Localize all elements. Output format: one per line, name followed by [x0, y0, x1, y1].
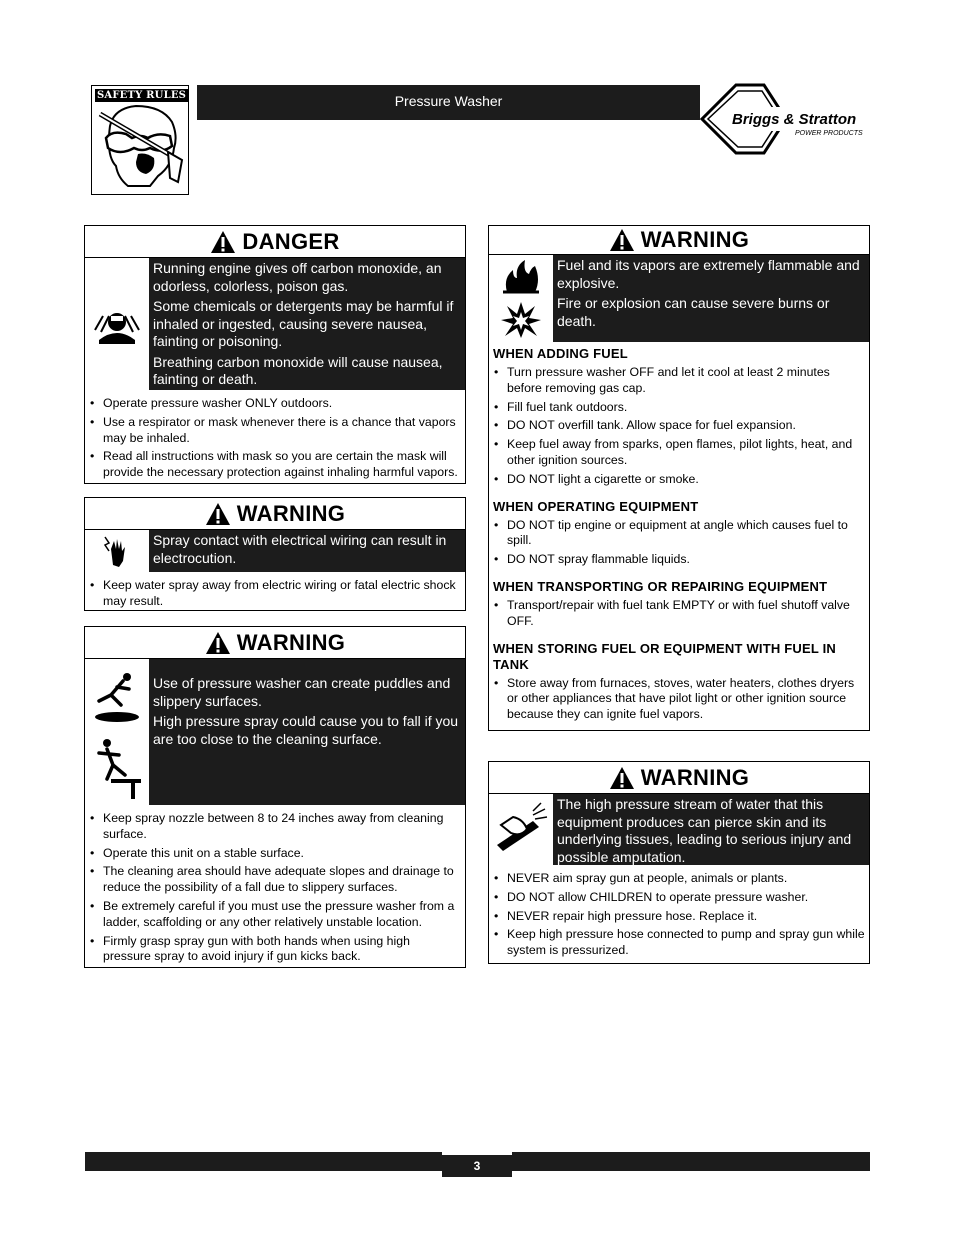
- warning-triangle-icon: [609, 228, 635, 252]
- list-item: • Store away from furnaces, stoves, water heaters, clothes dryers or other appliances that have pilot light or other ignition source because they can ignite fuel vapors.: [507, 676, 865, 723]
- safety-rules-label: SAFETY RULES: [97, 90, 187, 101]
- briggs-stratton-logo-icon: [700, 83, 875, 155]
- warning-fuel-heading: [489, 226, 869, 255]
- warning-injection-bullet-list: [489, 865, 869, 966]
- list-item: • Keep high pressure hose connected to pump and spray gun while system is pressurized.: [507, 927, 865, 959]
- list-item: • DO NOT tip engine or equipment at angle which causes fuel to spill.: [507, 518, 865, 550]
- danger-hazard-panel: [85, 258, 465, 390]
- page-title: Pressure Washer: [394, 93, 503, 109]
- warning-electric-title: WARNING: [236, 500, 346, 526]
- warning-triangle-icon: [205, 631, 231, 655]
- warning-injection-title: WARNING: [640, 764, 750, 790]
- footer-bar-left: [85, 1152, 442, 1171]
- warning-injection-heading: [489, 762, 869, 794]
- warning-fuel-hazard-text-1: Fuel and its vapors are extremely flammable and explosive.: [557, 257, 860, 291]
- brand-subtitle: POWER PRODUCTS: [795, 130, 863, 137]
- list-item: • Keep fuel away from sparks, open flames, pilot lights, heat, and other ignition sources.: [507, 437, 865, 469]
- danger-hazard-text-2: Some chemicals or detergents may be harmful if inhaled or ingested, causing severe nausea, fainting or poisoning.: [153, 298, 454, 349]
- section-heading-storing: WHEN STORING FUEL OR EQUIPMENT WITH FUEL IN TANK: [493, 640, 836, 672]
- list-item: • Operate this unit on a stable surface.: [103, 846, 461, 862]
- list-item: • Transport/repair with fuel tank EMPTY or with fuel shutoff valve OFF.: [507, 598, 865, 630]
- warning-electric-hazard-panel: [85, 530, 465, 572]
- warning-slip-hazard-panel: [85, 659, 465, 805]
- page-number: [442, 1155, 512, 1177]
- warning-slip-box: [84, 626, 466, 968]
- adding-fuel-bullet-list: [489, 362, 869, 495]
- fire-icon: [489, 255, 553, 299]
- list-item: • The cleaning area should have adequate slopes and drainage to reduce the possibility of a fall due to slippery surfaces.: [103, 864, 461, 896]
- transporting-bullet-list: [489, 595, 869, 637]
- brand-name: Briggs & Stratton: [732, 111, 857, 128]
- warning-triangle-icon: [205, 502, 231, 526]
- danger-hazard-text-1: Running engine gives off carbon monoxide, an odorless, colorless, poison gas.: [153, 260, 442, 294]
- danger-co-box: [84, 225, 466, 484]
- goggles-mask-person-icon: [92, 86, 189, 195]
- list-item: • DO NOT spray flammable liquids.: [507, 552, 865, 568]
- danger-title: DANGER: [242, 228, 340, 254]
- warning-slip-heading: [85, 627, 465, 659]
- slip-fall-icon: [85, 659, 149, 732]
- warning-fuel-title: WARNING: [640, 227, 750, 252]
- warning-injection-hazard-panel: [489, 794, 869, 865]
- list-item: • Operate pressure washer ONLY outdoors.: [103, 396, 461, 412]
- list-item: • DO NOT allow CHILDREN to operate pressure washer.: [507, 890, 865, 906]
- warning-electric-hazard-text: Spray contact with electrical wiring can result in electrocution.: [153, 532, 447, 566]
- warning-slip-hazard-text-1: Use of pressure washer can create puddles and slippery surfaces.: [153, 675, 451, 709]
- respirator-fumes-icon: [85, 258, 149, 390]
- warning-slip-title: WARNING: [236, 629, 346, 655]
- warning-fuel-hazard-text-2: Fire or explosion can cause severe burns or death.: [557, 295, 830, 329]
- list-item: • Keep water spray away from electric wiring or fatal electric shock may result.: [103, 578, 461, 610]
- electric-shock-hand-icon: [85, 530, 149, 572]
- warning-triangle-icon: [609, 766, 635, 790]
- warning-injection-hazard-text: The high pressure stream of water that this equipment produces can pierce skin and its underlying tissues, leading to serious injury and possible amputation.: [557, 796, 852, 865]
- warning-triangle-icon: [210, 230, 236, 254]
- list-item: • NEVER repair high pressure hose. Replace it.: [507, 909, 865, 925]
- warning-electric-bullet-list: [85, 572, 465, 617]
- section-heading-transporting: WHEN TRANSPORTING OR REPAIRING EQUIPMENT: [493, 578, 828, 594]
- operating-bullet-list: [489, 515, 869, 575]
- brand-logo: [700, 83, 875, 155]
- danger-bullet-list: [85, 390, 465, 488]
- danger-heading: [85, 226, 465, 258]
- list-item: • NEVER aim spray gun at people, animals or plants.: [507, 871, 865, 887]
- list-item: • Keep spray nozzle between 8 to 24 inches away from cleaning surface.: [103, 811, 461, 843]
- page-number-text: 3: [473, 1159, 481, 1173]
- skin-injection-icon: [489, 794, 553, 865]
- list-item: • Turn pressure washer OFF and let it cool at least 2 minutes before removing gas cap.: [507, 365, 865, 397]
- warning-slip-hazard-text-2: High pressure spray could cause you to fall if you are too close to the cleaning surface.: [153, 713, 459, 747]
- warning-fuel-hazard-panel: [489, 255, 869, 342]
- footer-bar-right: [512, 1152, 870, 1171]
- warning-fuel-box: [488, 225, 870, 731]
- section-heading-adding-fuel: WHEN ADDING FUEL: [493, 346, 628, 361]
- list-item: • Fill fuel tank outdoors.: [507, 400, 865, 416]
- warning-electric-box: [84, 497, 466, 611]
- fall-from-height-icon: [85, 732, 149, 805]
- safety-rules-badge: [91, 85, 189, 195]
- storing-bullet-list: [489, 673, 869, 730]
- list-item: • Read all instructions with mask so you are certain the mask will provide the necessary protection against inhaling harmful vapors.: [103, 449, 461, 481]
- list-item: • Be extremely careful if you must use the pressure washer from a ladder, scaffolding or any other relatively unstable location.: [103, 899, 461, 931]
- list-item: • Use a respirator or mask whenever there is a chance that vapors may be inhaled.: [103, 415, 461, 447]
- list-item: • Firmly grasp spray gun with both hands when using high pressure spray to avoid injury if gun kicks back.: [103, 934, 461, 966]
- warning-slip-bullet-list: [85, 805, 465, 972]
- danger-hazard-text-3: Breathing carbon monoxide will cause nausea, fainting or death.: [153, 353, 443, 387]
- list-item: • DO NOT light a cigarette or smoke.: [507, 472, 865, 488]
- section-heading-operating: WHEN OPERATING EQUIPMENT: [493, 498, 699, 514]
- page-title-bar: [197, 85, 700, 120]
- list-item: • DO NOT overfill tank. Allow space for fuel expansion.: [507, 418, 865, 434]
- explosion-icon: [489, 299, 553, 343]
- warning-electric-heading: [85, 498, 465, 530]
- warning-injection-box: [488, 761, 870, 964]
